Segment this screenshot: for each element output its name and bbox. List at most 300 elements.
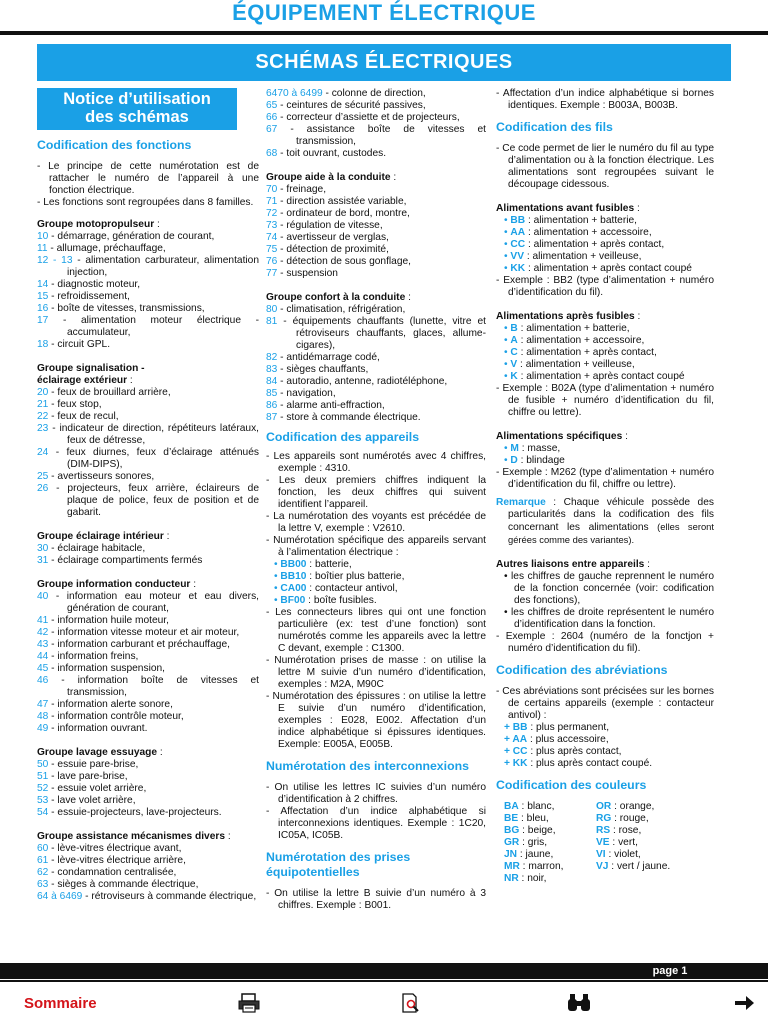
item-text: - alimentation moteur électrique - accumulateur, xyxy=(48,315,259,338)
item-text: - sièges à commande électrique, xyxy=(48,879,199,890)
list-aide-conduite xyxy=(266,184,486,280)
color-name: : gris, xyxy=(519,837,548,848)
list-item xyxy=(266,88,486,100)
bullet-icon: • xyxy=(504,607,512,618)
appareils-paragraph-6: - Numérotation prises de masse : on utilise la lettre M suivie d’un numéro d’identification, exemples : M2A, M90C xyxy=(266,655,486,690)
item-text: : boîte fusibles. xyxy=(305,595,377,606)
list-item xyxy=(37,843,259,855)
list-item xyxy=(266,316,486,352)
item-text: : alimentation + accessoire, xyxy=(517,335,645,346)
item-number: 63 xyxy=(37,879,49,890)
binoculars-icon[interactable] xyxy=(566,993,592,1017)
item-number: 45 xyxy=(37,663,49,674)
specifiques-example: - Exemple : M262 (type d’alimentation + numéro d’identification du fil, chiffre ou lettre). xyxy=(496,467,714,490)
list-item xyxy=(496,239,714,251)
item-text: - projecteurs, feux arrière, éclaireurs de plaque de police, feux de position et de gabarit. xyxy=(48,483,259,518)
page-title: ÉQUIPEMENT ÉLECTRIQUE xyxy=(232,0,536,25)
subheading-avant-fusibles: Alimentations avant fusibles xyxy=(496,203,635,214)
interco-paragraph-1: - On utilise les lettres IC suivies d’un numéro d’identification à 2 chiffres. xyxy=(266,782,486,805)
item-number: 60 xyxy=(37,843,49,854)
list-item xyxy=(496,746,714,758)
item-text: : batterie, xyxy=(306,559,352,570)
list-item xyxy=(37,555,259,567)
heading-codification-abreviations: Codification des abréviations xyxy=(496,663,668,677)
bullet-icon: • xyxy=(274,559,281,570)
list-motopropulseur xyxy=(37,231,259,351)
color-code: VI xyxy=(596,849,606,860)
list-item xyxy=(496,347,714,359)
group-title-eclairage-interieur: Groupe éclairage intérieur xyxy=(37,531,164,542)
item-text: - feux de brouillard arrière, xyxy=(48,387,171,398)
heading-codification-fils: Codification des fils xyxy=(496,120,613,134)
item-number: 54 xyxy=(37,807,49,818)
list-item xyxy=(37,651,259,663)
item-number: 83 xyxy=(266,364,278,375)
list-item xyxy=(37,387,259,399)
item-number: 10 xyxy=(37,231,49,242)
bullet-icon: • xyxy=(274,571,281,582)
heading-numerotation-prises-1: Numérotation des prises xyxy=(266,850,411,864)
list-item xyxy=(37,699,259,711)
heading-codification-couleurs: Codification des couleurs xyxy=(496,778,647,792)
color-code-item xyxy=(504,825,604,837)
item-code: C xyxy=(510,347,518,358)
list-item xyxy=(37,723,259,735)
item-number: 17 xyxy=(37,315,49,326)
list-abreviations xyxy=(496,722,714,770)
list-item xyxy=(37,411,259,423)
abreviations-paragraph: - Ces abréviations sont précisées sur les bornes de certains appareils (exemple : contacteur antivol) : xyxy=(496,686,714,721)
item-text: - détection de sous gonflage, xyxy=(277,256,412,267)
color-code: NR xyxy=(504,873,519,884)
list-alimentations-specifiques xyxy=(496,443,714,467)
item-code: D xyxy=(510,455,518,466)
list-apres-fusibles xyxy=(496,323,714,383)
item-text: : masse, xyxy=(518,443,561,454)
list-item xyxy=(37,759,259,771)
item-code: BB00 xyxy=(280,559,307,570)
list-item xyxy=(37,291,259,303)
affectation-paragraph: - Affectation d’un indice alphabétique si bornes identiques. Exemple : B003A, B003B. xyxy=(496,88,714,111)
list-item xyxy=(37,807,259,819)
item-number: 47 xyxy=(37,699,49,710)
remarque-text: : Chaque véhicule possède des particularités dans la codification des fils concernant les alimentations xyxy=(508,497,714,533)
item-code: B xyxy=(510,323,518,334)
list-alimentation-codes xyxy=(266,559,486,607)
item-text: : alimentation + après contact coupé xyxy=(525,263,692,274)
item-number: 31 xyxy=(37,555,49,566)
item-text: - allumage, préchauffage, xyxy=(47,243,166,254)
list-item xyxy=(266,412,486,424)
item-text: - diagnostic moteur, xyxy=(48,279,141,290)
list-item xyxy=(37,423,259,447)
item-text: - détection de proximité, xyxy=(277,244,389,255)
subheading-autres-liaisons: Autres liaisons entre appareils xyxy=(496,559,645,570)
item-text: - essuie volet arrière, xyxy=(48,783,147,794)
color-code: GR xyxy=(504,837,520,848)
bullet-icon: • xyxy=(504,215,511,226)
subheading-alimentations-specifiques: Alimentations spécifiques xyxy=(496,431,623,442)
notice-title-line2: des schémas xyxy=(85,108,189,126)
list-item xyxy=(266,112,486,124)
item-text: - information carburant et préchauffage, xyxy=(48,639,230,650)
list-item xyxy=(266,256,486,268)
item-text: - suspension xyxy=(277,268,338,279)
item-code: V xyxy=(510,359,518,370)
autres-liaisons-example: - Exemple : 2604 (numéro de la fonctjon + numéro d’identification du fil). xyxy=(496,631,714,654)
color-code-item xyxy=(596,849,714,861)
item-number: 16 xyxy=(37,303,49,314)
color-code-item xyxy=(504,813,604,825)
item-number: 42 xyxy=(37,627,49,638)
item-code: + AA xyxy=(504,734,528,745)
item-text: - avertisseur de verglas, xyxy=(277,232,389,243)
item-number: 41 xyxy=(37,615,49,626)
list-item xyxy=(266,208,486,220)
list-autres-liaisons xyxy=(496,571,714,631)
list-item xyxy=(496,443,714,455)
group-title-confort-conduite: Groupe confort à la conduite xyxy=(266,292,406,303)
bullet-icon: • xyxy=(504,359,511,370)
item-number: 15 xyxy=(37,291,49,302)
item-text: - éclairage habitacle, xyxy=(48,543,146,554)
notice-title-box xyxy=(37,88,237,130)
item-text: - feux stop, xyxy=(48,399,102,410)
item-number: 77 xyxy=(266,268,278,279)
list-item xyxy=(37,711,259,723)
item-text: - lève-vitres électrique avant, xyxy=(48,843,182,854)
item-code: VV xyxy=(510,251,524,262)
item-text: - condamnation centralisée, xyxy=(48,867,177,878)
list-item xyxy=(496,323,714,335)
item-number: 62 xyxy=(37,867,49,878)
item-number: 50 xyxy=(37,759,49,770)
list-assistance xyxy=(37,843,259,903)
item-number: 61 xyxy=(37,855,49,866)
bullet-icon: • xyxy=(504,455,511,466)
color-code-item xyxy=(504,849,604,861)
item-number: 18 xyxy=(37,339,49,350)
item-number: 12 - 13 xyxy=(37,255,73,266)
item-code: M xyxy=(510,443,519,454)
item-text: - information freins, xyxy=(48,651,139,662)
list-item xyxy=(37,243,259,255)
list-item xyxy=(266,388,486,400)
list-item xyxy=(37,795,259,807)
item-number: 65 xyxy=(266,100,278,111)
appareils-paragraph-7: - Numérotation des épissures : on utilise la lettre E suivie d’un numéro d’identification, exemples : E028, E002. Affectation d’un indice alphabétique si épissures identiques. Exemple: E005A, E005B. xyxy=(266,691,486,750)
list-item xyxy=(496,734,714,746)
color-code-item xyxy=(596,825,714,837)
item-text: - correcteur d’assiette et de projecteurs, xyxy=(277,112,460,123)
list-item xyxy=(37,255,259,279)
item-number: 81 xyxy=(266,316,278,327)
list-item xyxy=(37,303,259,315)
list-item xyxy=(37,447,259,471)
item-number: 48 xyxy=(37,711,49,722)
item-text: - information boîte de vitesses et transmission, xyxy=(48,675,259,698)
list-item xyxy=(266,364,486,376)
list-item xyxy=(504,571,714,607)
color-name: : rouge, xyxy=(611,813,649,824)
color-name: : jaune, xyxy=(517,849,554,860)
group-title-information-conducteur: Groupe information conducteur xyxy=(37,579,191,590)
item-text: - boîte de vitesses, transmissions, xyxy=(48,303,205,314)
group-title-signalisation-1: Groupe signalisation - xyxy=(37,363,145,374)
bullet-icon: • xyxy=(504,263,511,274)
bullet-icon: • xyxy=(504,335,511,346)
color-code-item xyxy=(596,861,714,873)
item-text: - refroidissement, xyxy=(48,291,130,302)
item-number: 43 xyxy=(37,639,49,650)
item-number: 52 xyxy=(37,783,49,794)
list-information-conducteur xyxy=(37,591,259,735)
list-item xyxy=(496,722,714,734)
list-item xyxy=(37,399,259,411)
item-text: - ceintures de sécurité passives, xyxy=(277,100,426,111)
list-item xyxy=(37,615,259,627)
color-code: VJ xyxy=(596,861,609,872)
item-text: : boîtier plus batterie, xyxy=(306,571,405,582)
item-text: - information contrôle moteur, xyxy=(48,711,184,722)
color-codes-table xyxy=(496,801,714,885)
list-item xyxy=(266,268,486,280)
list-item xyxy=(266,583,486,595)
list-item xyxy=(496,335,714,347)
item-number: 85 xyxy=(266,388,278,399)
sommaire-link[interactable]: Sommaire xyxy=(24,995,97,1012)
heading-codification-fonctions: Codification des fonctions xyxy=(37,138,192,152)
item-text: - store à commande électrique. xyxy=(277,412,421,423)
item-code: AA xyxy=(510,227,526,238)
remarque-note: (elles seront gérées comme des variantes). xyxy=(508,521,714,545)
color-code-item xyxy=(504,801,604,813)
item-code: + BB xyxy=(504,722,528,733)
page-number: page 1 xyxy=(621,963,719,979)
item-text: les chiffres de gauche reprennent le numéro de la fonction concernée (voir: codification des fonctions), xyxy=(511,571,714,606)
remarque-paragraph xyxy=(496,497,714,547)
item-number: 84 xyxy=(266,376,278,387)
color-code: JN xyxy=(504,849,518,860)
item-text: : plus permanent, xyxy=(527,722,610,733)
color-codes-right xyxy=(596,801,714,873)
group-title-signalisation-2: éclairage extérieur xyxy=(37,375,128,386)
item-text: - indicateur de direction, répétiteurs latéraux, feux de détresse, xyxy=(48,423,259,446)
list-item xyxy=(37,675,259,699)
bullet-icon: • xyxy=(504,443,511,454)
list-item xyxy=(37,771,259,783)
item-text: - lave volet arrière, xyxy=(48,795,136,806)
item-text: - circuit GPL. xyxy=(48,339,111,350)
item-code: K xyxy=(510,371,518,382)
bullet-icon: • xyxy=(274,583,281,594)
item-number: 72 xyxy=(266,208,278,219)
item-number: 70 xyxy=(266,184,278,195)
color-name: : beige, xyxy=(519,825,556,836)
color-code: MR xyxy=(504,861,520,872)
list-item xyxy=(496,359,714,371)
color-name: : vert, xyxy=(609,837,638,848)
item-code: BB10 xyxy=(280,571,307,582)
item-number: 11 xyxy=(37,243,48,254)
color-code-item xyxy=(504,873,604,885)
item-number: 30 xyxy=(37,543,49,554)
item-text: : alimentation + veilleuse, xyxy=(517,359,635,370)
item-number: 86 xyxy=(266,400,278,411)
item-text: - information huile moteur, xyxy=(48,615,169,626)
subheading-apres-fusibles: Alimentations après fusibles xyxy=(496,311,635,322)
list-item xyxy=(266,220,486,232)
color-code-item xyxy=(596,813,714,825)
color-name: : vert / jaune. xyxy=(608,861,671,872)
item-number: 53 xyxy=(37,795,49,806)
item-text: - sièges chauffants, xyxy=(277,364,369,375)
item-text: - avertisseurs sonores, xyxy=(48,471,155,482)
color-code: RG xyxy=(596,813,612,824)
color-code-item xyxy=(596,837,714,849)
item-text: - alarme anti-effraction, xyxy=(277,400,385,411)
item-text: - équipements chauffants (lunette, vitre et rétroviseurs chauffants, glaces, allume-cigares), xyxy=(277,316,486,351)
bullet-icon: • xyxy=(504,239,511,250)
arrow-right-icon[interactable] xyxy=(733,993,755,1017)
search-document-icon[interactable] xyxy=(400,993,422,1017)
color-code: BG xyxy=(504,825,520,836)
item-number: 80 xyxy=(266,304,278,315)
item-number: 49 xyxy=(37,723,49,734)
item-text: - lave pare-brise, xyxy=(48,771,128,782)
item-text: : alimentation + batterie, xyxy=(517,323,630,334)
item-number: 82 xyxy=(266,352,278,363)
item-text: - freinage, xyxy=(277,184,327,195)
bullet-icon: • xyxy=(504,347,511,358)
list-item xyxy=(37,231,259,243)
list-item xyxy=(496,371,714,383)
list-item xyxy=(266,196,486,208)
item-text: - information vitesse moteur et air moteur, xyxy=(48,627,240,638)
item-text: - colonne de direction, xyxy=(322,88,426,99)
list-item xyxy=(37,867,259,879)
color-name: : blanc, xyxy=(518,801,555,812)
interco-paragraph-2: - Affectation d’un indice alphabétique si interconnexions identiques. Exemple : 1C20, IC05A, IC05B. xyxy=(266,806,486,841)
list-item xyxy=(37,891,259,903)
list-item xyxy=(37,543,259,555)
appareils-paragraph-4: - Numérotation spécifique des appareils servant à l’alimentation électrique : xyxy=(266,535,486,558)
list-assistance-continued xyxy=(266,88,486,160)
item-text: - navigation, xyxy=(277,388,336,399)
list-item xyxy=(266,184,486,196)
list-item xyxy=(37,783,259,795)
item-text: - information alerte sonore, xyxy=(48,699,173,710)
list-item xyxy=(37,627,259,639)
color-name: : rose, xyxy=(610,825,642,836)
item-text: - essuie-projecteurs, lave-projecteurs. xyxy=(48,807,222,818)
item-number: 22 xyxy=(37,411,49,422)
intro-paragraph-2: - Les fonctions sont regroupées dans 8 familles. xyxy=(37,197,254,208)
notice-title-line1: Notice d’utilisation xyxy=(63,90,211,108)
item-code: + CC xyxy=(504,746,528,757)
item-text: - rétroviseurs à commande électrique, xyxy=(82,891,257,902)
heading-codification-appareils: Codification des appareils xyxy=(266,430,420,444)
item-text: - démarrage, génération de courant, xyxy=(48,231,215,242)
list-item xyxy=(266,244,486,256)
bullet-icon: • xyxy=(274,595,281,606)
item-text: - régulation de vitesse, xyxy=(277,220,383,231)
item-text: : plus après contact coupé. xyxy=(527,758,653,769)
bullet-icon: • xyxy=(504,571,512,582)
list-item xyxy=(266,595,486,607)
appareils-paragraph-1: - Les appareils sont numérotés avec 4 chiffres, exemple : 4310. xyxy=(266,451,486,474)
list-eclairage-interieur xyxy=(37,543,259,567)
list-item xyxy=(266,376,486,388)
remarque-label: Remarque xyxy=(496,497,546,508)
color-name: : bleu, xyxy=(518,813,549,824)
list-item xyxy=(37,279,259,291)
color-name: : orange, xyxy=(611,801,655,812)
list-item xyxy=(37,855,259,867)
item-text: : plus accessoire, xyxy=(527,734,609,745)
group-title-lavage-essuyage: Groupe lavage essuyage xyxy=(37,747,158,758)
column-1: Notice d’utilisation des schémas Codification des fonctions - Le principe de cette numérotation est de rattacher le numéro de l’appareil à une fonction électrique. - Les fonctions sont regroupées dans 8 familles. Groupe motopropulseur : 10 - démarrage, génération de courant, 11 - allumage, préchauffage, 12 - 13 - alimentation carburateur, alimentation injection, 14 - diagnostic moteur, 15 - refroidissement, 16 - boîte de vitesses, transmissions, 17 - alimentation moteur électrique - accumulateur, 18 - circuit GPL. Groupe signalisation - éclairage extérieur : 20 - feux de brouillard arrière, 21 - feux stop, 22 - feux de recul, 23 - indicateur de direction, répétiteurs latéraux, feux de détresse, 24 - feux diurnes, feux d’éclairage atténués (DIM-DIPS), 25 - avertisseurs sonores, 26 - projecteurs, feux arrière, éclaireurs de plaque de police, feux de position et de gabarit. Groupe éclairage intérieur : 30 - éclairage habitacle, 31 - éclairage compartiments fermés Groupe information conducteur : 40 - information eau moteur et eau divers, génération de courant, 41 - information huile moteur, 42 - information vitesse moteur et air moteur, 43 - information carburant et préchauffage, 44 - information freins, 45 - information suspension, 46 - information boîte de vitesses et transmission, 47 - information alerte sonore, 48 - information contrôle moteur, 49 - information ouvrant. Groupe lavage essuyage : 50 - essuie pare-brise, 51 - lave pare-brise, 52 - essuie volet arrière, 53 - lave volet arrière, 54 - essuie-projecteurs, lave-projecteurs. Groupe assistance mécanismes divers : 60 - lève-vitres électrique avant, 61 - lève-vitres électrique arrière, 62 - condamnation centralisée, 63 - sièges à commande électrique, 64 à 6469 - rétroviseurs à commande électrique, xyxy=(37,90,259,902)
item-number: 74 xyxy=(266,232,278,243)
fils-paragraph-1: - Ce code permet de lier le numéro du fil au type d’alimentation ou à la fonction électrique. Les alimentations sont regroupées suivant le découpage cidessous. xyxy=(496,143,715,190)
list-item xyxy=(266,571,486,583)
list-item xyxy=(496,263,714,275)
list-item xyxy=(266,148,486,160)
item-text: - direction assistée variable, xyxy=(277,196,407,207)
list-item xyxy=(266,304,486,316)
color-code: BE xyxy=(504,813,519,824)
item-text: - toit ouvrant, custodes. xyxy=(277,148,387,159)
item-number: 73 xyxy=(266,220,278,231)
color-code-item xyxy=(504,837,604,849)
heading-numerotation-interconnexions: Numérotation des interconnexions xyxy=(266,759,469,773)
item-number: 26 xyxy=(37,483,49,494)
item-text: - information eau moteur et eau divers, génération de courant, xyxy=(48,591,259,614)
apres-fusibles-example: - Exemple : B02A (type d’alimentation + numéro de fusible + numéro d’identification du fil, chiffre ou lettre). xyxy=(496,383,714,418)
item-number: 75 xyxy=(266,244,278,255)
item-code: A xyxy=(510,335,518,346)
appareils-paragraph-3: - La numérotation des voyants est précédée de la lettre V, exemple : V2610. xyxy=(266,511,486,534)
item-code: CA00 xyxy=(280,583,307,594)
item-number: 20 xyxy=(37,387,49,398)
list-item xyxy=(496,251,714,263)
item-number: 67 xyxy=(266,124,278,135)
item-text: : alimentation + après contact, xyxy=(525,239,665,250)
color-code: RS xyxy=(596,825,611,836)
list-item xyxy=(496,215,714,227)
item-number: 6470 à 6499 xyxy=(266,88,323,99)
list-avant-fusibles xyxy=(496,215,714,275)
item-text: - climatisation, réfrigération, xyxy=(277,304,406,315)
color-code: BA xyxy=(504,801,519,812)
color-code: VE xyxy=(596,837,610,848)
printer-icon[interactable] xyxy=(237,993,261,1017)
list-item xyxy=(266,400,486,412)
item-text: - assistance boîte de vitesses et transmission, xyxy=(277,124,486,147)
list-item xyxy=(37,339,259,351)
list-item xyxy=(37,471,259,483)
item-text: - essuie pare-brise, xyxy=(48,759,139,770)
group-title-motopropulseur: Groupe motopropulseur xyxy=(37,219,155,230)
group-title-assistance: Groupe assistance mécanismes divers xyxy=(37,831,226,842)
list-item xyxy=(496,758,714,770)
appareils-paragraph-2: - Les deux premiers chiffres indiquent la fonction, les deux chiffres qui suivent identifient l’appareil. xyxy=(266,475,486,510)
item-code: CC xyxy=(510,239,526,250)
item-number: 23 xyxy=(37,423,49,434)
list-item xyxy=(496,455,714,467)
list-item xyxy=(496,227,714,239)
color-code-item xyxy=(596,801,714,813)
